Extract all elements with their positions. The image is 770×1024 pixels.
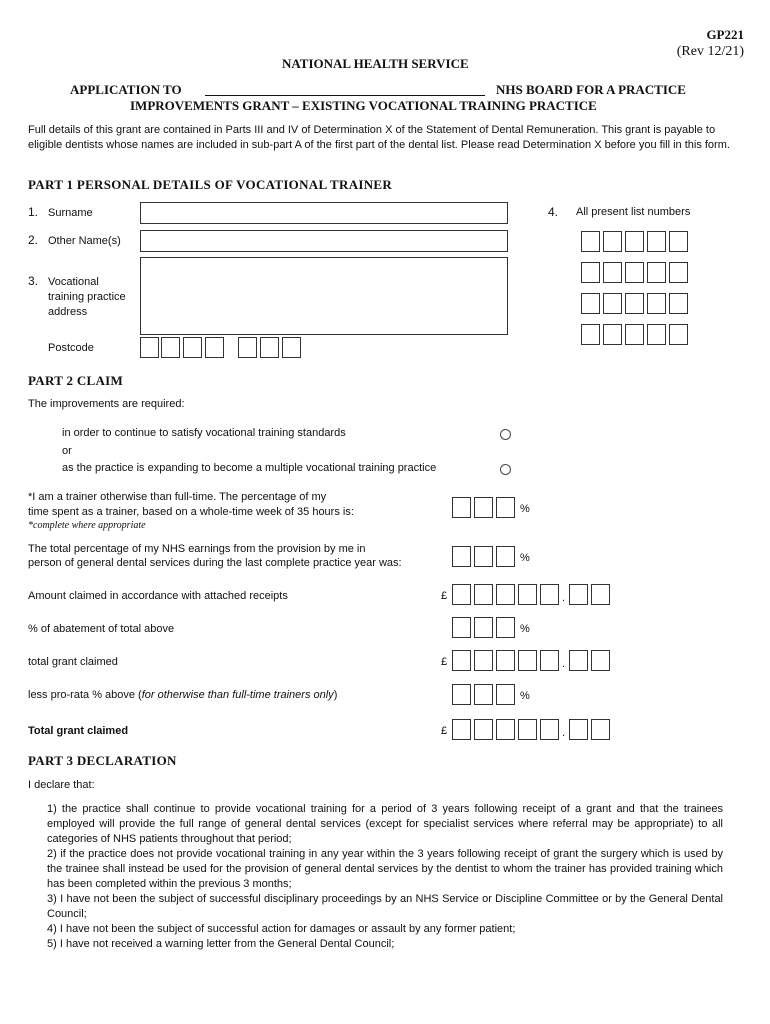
- amount-pence-cell[interactable]: [591, 650, 610, 671]
- percent-symbol: %: [520, 623, 530, 635]
- list-number-cell[interactable]: [581, 231, 600, 252]
- list-number-cell[interactable]: [581, 293, 600, 314]
- trainer-text-line1: *I am a trainer otherwise than full-time. The percentage of my: [28, 491, 327, 503]
- list-number-cell[interactable]: [625, 231, 644, 252]
- surname-label: Surname: [48, 207, 93, 219]
- amount-pence-cell[interactable]: [569, 584, 588, 605]
- declaration-item: 3) I have not been the subject of successful disciplinary proceedings by an NHS Service or Discipline Committee or by the General Dental Council;: [47, 893, 723, 920]
- list-number-cell[interactable]: [581, 324, 600, 345]
- list-numbers-label: All present list numbers: [576, 206, 691, 218]
- declaration-list: [47, 802, 723, 952]
- earnings-text-line1: The total percentage of my NHS earnings from the provision by me in: [28, 543, 366, 555]
- q3-number: 3.: [28, 274, 39, 288]
- amount-pence-cell[interactable]: [569, 719, 588, 740]
- application-to-label: APPLICATION TO: [70, 82, 182, 97]
- option-continue-label: in order to continue to satisfy vocational training standards: [62, 427, 346, 439]
- list-number-cell[interactable]: [669, 231, 688, 252]
- total-grant-label: total grant claimed: [28, 656, 118, 668]
- part2-title: PART 2 CLAIM: [28, 373, 124, 388]
- amount-cell[interactable]: [518, 719, 537, 740]
- abatement-pct-cell[interactable]: [474, 617, 493, 638]
- amount-pence-cell[interactable]: [591, 719, 610, 740]
- pro-rata-pct-cell[interactable]: [496, 684, 515, 705]
- amount-cell[interactable]: [452, 584, 471, 605]
- option-continue-radio[interactable]: [500, 429, 511, 440]
- address-field[interactable]: [140, 257, 508, 335]
- board-name-line[interactable]: [205, 95, 485, 96]
- amount-cell[interactable]: [496, 584, 515, 605]
- amount-cell[interactable]: [474, 650, 493, 671]
- improvements-required-text: The improvements are required:: [28, 398, 185, 410]
- postcode-label: Postcode: [48, 342, 94, 354]
- percent-symbol: %: [520, 690, 530, 702]
- part3-title: PART 3 DECLARATION: [28, 753, 177, 768]
- form-revision: (Rev 12/21): [676, 44, 744, 59]
- amount-claimed-label: Amount claimed in accordance with attached receipts: [28, 590, 288, 602]
- list-number-cell[interactable]: [603, 262, 622, 283]
- declaration-item: 1) the practice shall continue to provide vocational training for a period of 3 years following receipt of a grant and that the trainees employed will provide the full range of general dental services (except for specialist services where referral may be appropriate) to all categories of NHS patients throughout that period;: [47, 803, 723, 845]
- amount-cell[interactable]: [540, 719, 559, 740]
- amount-pence-cell[interactable]: [591, 584, 610, 605]
- list-number-cell[interactable]: [669, 324, 688, 345]
- list-number-cell[interactable]: [647, 293, 666, 314]
- postcode-cell[interactable]: [140, 337, 159, 358]
- trainer-pct-cell[interactable]: [474, 497, 493, 518]
- list-number-cell[interactable]: [669, 293, 688, 314]
- amount-cell[interactable]: [474, 719, 493, 740]
- amount-cell[interactable]: [452, 650, 471, 671]
- amount-cell[interactable]: [496, 719, 515, 740]
- postcode-cell[interactable]: [238, 337, 257, 358]
- less-pro-rata-close: ): [333, 689, 338, 701]
- final-total-label: Total grant claimed: [28, 725, 129, 737]
- address-label-1: Vocational: [48, 276, 99, 288]
- less-pro-rata-text: less pro-rata % above (: [28, 689, 142, 701]
- amount-cell[interactable]: [518, 650, 537, 671]
- percent-symbol: %: [520, 503, 530, 515]
- pro-rata-pct-cell[interactable]: [452, 684, 471, 705]
- q2-number: 2.: [28, 233, 39, 247]
- list-number-cell[interactable]: [647, 231, 666, 252]
- trainer-note: *complete where appropriate: [28, 520, 146, 531]
- or-text: or: [62, 445, 72, 457]
- declaration-item: 4) I have not been the subject of successful action for damages or assault by any former patient;: [47, 923, 516, 935]
- less-pro-rata-label: [28, 689, 337, 701]
- amount-cell[interactable]: [474, 584, 493, 605]
- earnings-pct-cell[interactable]: [496, 546, 515, 567]
- earnings-pct-cell[interactable]: [474, 546, 493, 567]
- abatement-label: % of abatement of total above: [28, 623, 175, 635]
- decimal-point: .: [562, 592, 566, 604]
- list-number-cell[interactable]: [603, 324, 622, 345]
- declaration-item: 5) I have not received a warning letter from the General Dental Council;: [47, 938, 395, 950]
- list-number-cell[interactable]: [603, 293, 622, 314]
- trainer-text-line2: time spent as a trainer, based on a whole-time week of 35 hours is:: [28, 506, 354, 518]
- amount-cell[interactable]: [540, 650, 559, 671]
- other-names-field[interactable]: [140, 230, 508, 252]
- list-number-cell[interactable]: [669, 262, 688, 283]
- form-subtitle: IMPROVEMENTS GRANT – EXISTING VOCATIONAL TRAINING PRACTICE: [130, 98, 597, 113]
- pound-symbol: £: [441, 656, 448, 668]
- pound-symbol: £: [441, 725, 448, 737]
- address-label-3: address: [48, 306, 88, 318]
- abatement-pct-cell[interactable]: [452, 617, 471, 638]
- surname-field[interactable]: [140, 202, 508, 224]
- declare-intro: I declare that:: [28, 779, 95, 791]
- postcode-cell[interactable]: [260, 337, 279, 358]
- earnings-pct-cell[interactable]: [452, 546, 471, 567]
- option-expanding-label: as the practice is expanding to become a multiple vocational training practice: [62, 462, 437, 474]
- amount-cell[interactable]: [452, 719, 471, 740]
- other-names-label: Other Name(s): [48, 235, 121, 247]
- list-number-cell[interactable]: [625, 293, 644, 314]
- less-pro-rata-note: for otherwise than full-time trainers only: [141, 689, 334, 701]
- org-title: NATIONAL HEALTH SERVICE: [282, 56, 469, 71]
- pro-rata-pct-cell[interactable]: [474, 684, 493, 705]
- list-number-cell[interactable]: [625, 262, 644, 283]
- postcode-cell[interactable]: [205, 337, 224, 358]
- amount-cell[interactable]: [496, 650, 515, 671]
- abatement-pct-cell[interactable]: [496, 617, 515, 638]
- address-label-2: training practice: [48, 291, 126, 303]
- trainer-pct-cell[interactable]: [452, 497, 471, 518]
- postcode-cell[interactable]: [183, 337, 202, 358]
- trainer-pct-cell[interactable]: [496, 497, 515, 518]
- form-code: GP221: [706, 27, 744, 42]
- option-expanding-radio[interactable]: [500, 464, 511, 475]
- q1-number: 1.: [28, 205, 39, 219]
- amount-cell[interactable]: [540, 584, 559, 605]
- declaration-item: 2) if the practice does not provide vocational training in any year within the 3 years following receipt of grant the surgery which is used by the trainee shall instead be used for the provision of general dental services by the dentist to whom the trainer has provided training which has been completed within the previous 3 months;: [47, 848, 723, 890]
- decimal-point: .: [562, 658, 566, 670]
- postcode-cell[interactable]: [282, 337, 301, 358]
- amount-cell[interactable]: [518, 584, 537, 605]
- list-number-cell[interactable]: [647, 324, 666, 345]
- intro-text: Full details of this grant are contained in Parts III and IV of Determination X of the Statement of Dental Remuneration. This grant is payable to eligible dentists whose names are included in sub-part A of the first part of the dental list. Please read Determination X before you fill in this form.: [28, 124, 730, 151]
- list-number-cell[interactable]: [603, 231, 622, 252]
- postcode-cell[interactable]: [161, 337, 180, 358]
- pound-symbol: £: [441, 590, 448, 602]
- decimal-point: .: [562, 727, 566, 739]
- list-number-cell[interactable]: [647, 262, 666, 283]
- q4-number: 4.: [548, 205, 559, 219]
- list-number-cell[interactable]: [625, 324, 644, 345]
- amount-pence-cell[interactable]: [569, 650, 588, 671]
- part1-title: PART 1 PERSONAL DETAILS OF VOCATIONAL TRAINER: [28, 177, 393, 192]
- list-number-cell[interactable]: [581, 262, 600, 283]
- percent-symbol: %: [520, 552, 530, 564]
- application-to-suffix: NHS BOARD FOR A PRACTICE: [496, 82, 686, 97]
- earnings-text-line2: person of general dental services during the last complete practice year was:: [28, 557, 402, 569]
